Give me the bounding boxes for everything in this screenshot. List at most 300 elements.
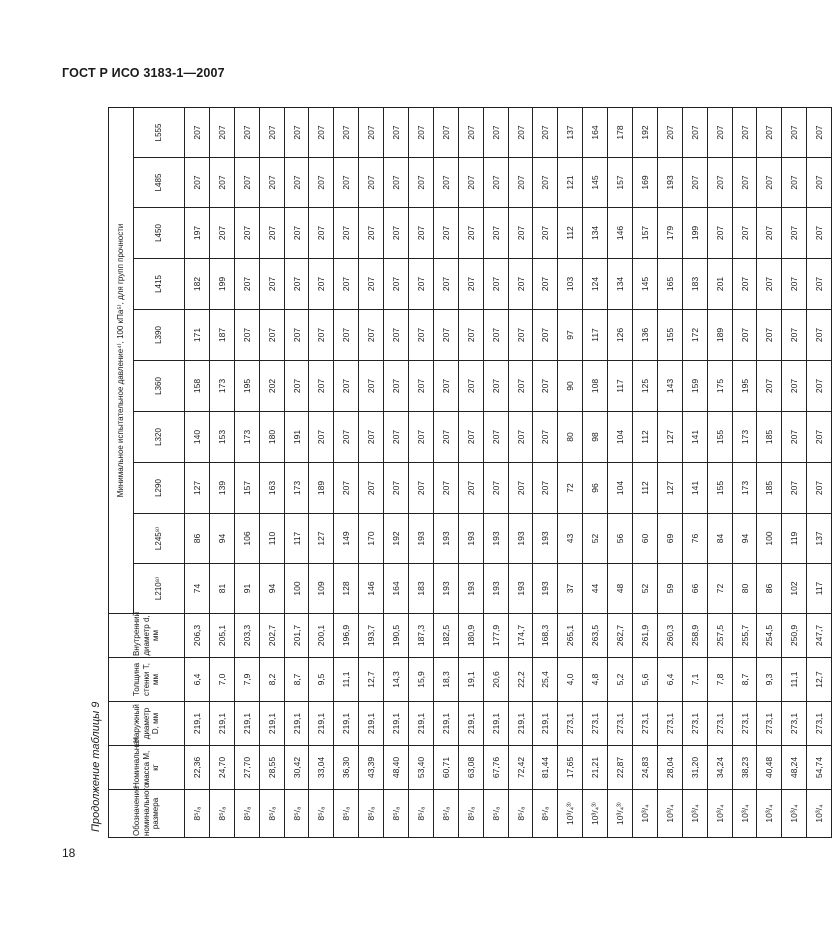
table-row bbox=[334, 107, 359, 837]
pressure-cell: 207 bbox=[508, 208, 533, 259]
pressure-cell: 139 bbox=[209, 463, 234, 514]
pressure-cell: 207 bbox=[458, 463, 483, 514]
pressure-cell: 185 bbox=[757, 463, 782, 514]
pressure-cell: 56 bbox=[608, 514, 633, 564]
pressure-cell: 193 bbox=[533, 564, 558, 614]
pressure-cell: 207 bbox=[259, 208, 284, 259]
size-cell: 8⁵/₈ bbox=[458, 790, 483, 838]
pressure-cell: 153 bbox=[209, 412, 234, 463]
wall-thickness-cell: 6,4 bbox=[185, 658, 210, 702]
wall-thickness-cell: 14,3 bbox=[384, 658, 409, 702]
pressure-cell: 117 bbox=[608, 361, 633, 412]
size-cell: 10³/₄ bbox=[633, 790, 658, 838]
table-row bbox=[508, 107, 533, 837]
pressure-cell: 207 bbox=[782, 158, 807, 208]
wall-thickness-cell: 9,5 bbox=[309, 658, 334, 702]
pressure-cell: 48 bbox=[608, 564, 633, 614]
pressure-cell: 179 bbox=[657, 208, 682, 259]
pressure-cell: 199 bbox=[682, 208, 707, 259]
pressure-cell: 207 bbox=[409, 259, 434, 310]
mass-cell: 67,76 bbox=[483, 746, 508, 790]
wall-thickness-cell: 9,3 bbox=[757, 658, 782, 702]
size-cell: 8⁵/₈ bbox=[209, 790, 234, 838]
inner-diameter-cell: 190,5 bbox=[384, 614, 409, 658]
grade-header: L360 bbox=[134, 361, 185, 412]
pressure-cell: 207 bbox=[508, 158, 533, 208]
grade-header: L390 bbox=[134, 310, 185, 361]
pressure-cell: 112 bbox=[633, 463, 658, 514]
pressure-cell: 207 bbox=[234, 208, 259, 259]
size-cell: 8⁵/₈ bbox=[483, 790, 508, 838]
pressure-cell: 207 bbox=[458, 107, 483, 157]
pressure-cell: 207 bbox=[682, 158, 707, 208]
outer-diameter-cell: 273,1 bbox=[782, 702, 807, 746]
pressure-cell: 207 bbox=[458, 158, 483, 208]
wall-thickness-cell: 22,2 bbox=[508, 658, 533, 702]
pressure-cell: 112 bbox=[558, 208, 583, 259]
pressure-cell: 193 bbox=[508, 514, 533, 564]
mass-cell: 48,40 bbox=[384, 746, 409, 790]
pressure-cell: 207 bbox=[334, 208, 359, 259]
inner-diameter-cell: 265,1 bbox=[558, 614, 583, 658]
mass-cell: 28,04 bbox=[657, 746, 682, 790]
mass-cell: 34,24 bbox=[707, 746, 732, 790]
table-caption: Продолжение таблицы 9 bbox=[90, 701, 102, 832]
pressure-cell: 173 bbox=[234, 412, 259, 463]
pressure-cell: 159 bbox=[682, 361, 707, 412]
pressure-cell: 207 bbox=[209, 208, 234, 259]
pressure-cell: 207 bbox=[707, 158, 732, 208]
pressure-cell: 103 bbox=[558, 259, 583, 310]
pressure-cell: 72 bbox=[707, 564, 732, 614]
table-row bbox=[409, 107, 434, 837]
pressure-cell: 207 bbox=[757, 208, 782, 259]
pressure-cell: 195 bbox=[234, 361, 259, 412]
size-cell: 10³/₄ bbox=[757, 790, 782, 838]
pressure-cell: 126 bbox=[608, 310, 633, 361]
pressure-cell: 112 bbox=[633, 412, 658, 463]
table-row bbox=[309, 107, 334, 837]
wall-thickness-cell: 18,3 bbox=[433, 658, 458, 702]
wall-thickness-cell: 6,4 bbox=[657, 658, 682, 702]
outer-diameter-cell: 219,1 bbox=[458, 702, 483, 746]
pressure-cell: 173 bbox=[209, 361, 234, 412]
wall-thickness-cell: 20,6 bbox=[483, 658, 508, 702]
size-cell: 10³/₄ bbox=[657, 790, 682, 838]
mass-cell: 24,83 bbox=[633, 746, 658, 790]
mass-cell: 22,36 bbox=[185, 746, 210, 790]
pressure-cell: 207 bbox=[334, 107, 359, 157]
pressure-cell: 207 bbox=[359, 310, 384, 361]
outer-diameter-cell: 219,1 bbox=[185, 702, 210, 746]
pressure-cell: 183 bbox=[682, 259, 707, 310]
pressure-cell: 207 bbox=[732, 208, 757, 259]
pressure-cell: 207 bbox=[757, 158, 782, 208]
pressure-cell: 207 bbox=[508, 310, 533, 361]
pressure-cell: 155 bbox=[707, 463, 732, 514]
wall-thickness-cell: 19,1 bbox=[458, 658, 483, 702]
pressure-cell: 173 bbox=[732, 463, 757, 514]
pressure-cell: 207 bbox=[732, 107, 757, 157]
pressure-cell: 207 bbox=[234, 310, 259, 361]
inner-diameter-cell: 202,7 bbox=[259, 614, 284, 658]
mass-cell: 27,70 bbox=[234, 746, 259, 790]
mass-cell: 22,87 bbox=[608, 746, 633, 790]
pressure-cell: 127 bbox=[657, 412, 682, 463]
pressure-cell: 165 bbox=[657, 259, 682, 310]
outer-diameter-cell: 273,1 bbox=[707, 702, 732, 746]
header-row-top bbox=[109, 107, 134, 837]
pressure-cell: 207 bbox=[209, 158, 234, 208]
pressure-cell: 187 bbox=[209, 310, 234, 361]
pressure-cell: 163 bbox=[259, 463, 284, 514]
pressure-cell: 201 bbox=[707, 259, 732, 310]
pressure-cell: 207 bbox=[433, 310, 458, 361]
pressure-cell: 117 bbox=[583, 310, 608, 361]
grade-header: L290 bbox=[134, 463, 185, 514]
pressure-cell: 207 bbox=[807, 310, 832, 361]
pressure-cell: 207 bbox=[483, 259, 508, 310]
pressure-cell: 145 bbox=[583, 158, 608, 208]
pressure-cell: 207 bbox=[359, 361, 384, 412]
pressure-cell: 170 bbox=[359, 514, 384, 564]
inner-diameter-cell: 260,3 bbox=[657, 614, 682, 658]
pressure-cell: 185 bbox=[757, 412, 782, 463]
pressure-cell: 207 bbox=[458, 361, 483, 412]
pressure-cell: 207 bbox=[309, 208, 334, 259]
pressure-cell: 182 bbox=[185, 259, 210, 310]
pressure-cell: 127 bbox=[309, 514, 334, 564]
pressure-cell: 207 bbox=[807, 208, 832, 259]
col-header-mass: Номинальная масса M, кг bbox=[109, 746, 185, 790]
pressure-cell: 207 bbox=[433, 259, 458, 310]
pressure-cell: 94 bbox=[209, 514, 234, 564]
pressure-cell: 207 bbox=[807, 463, 832, 514]
pressure-cell: 207 bbox=[359, 259, 384, 310]
pressure-cell: 207 bbox=[284, 158, 309, 208]
wall-thickness-cell: 8,2 bbox=[259, 658, 284, 702]
outer-diameter-cell: 273,1 bbox=[807, 702, 832, 746]
table-body bbox=[185, 107, 832, 837]
table-row bbox=[633, 107, 658, 837]
wall-thickness-cell: 12,7 bbox=[359, 658, 384, 702]
wall-thickness-cell: 8,7 bbox=[284, 658, 309, 702]
size-cell: 8⁵/₈ bbox=[259, 790, 284, 838]
col-header-wall-thickness: Толщина стенки T, мм bbox=[109, 658, 185, 702]
pressure-cell: 207 bbox=[782, 310, 807, 361]
size-cell: 10³/₄ bbox=[707, 790, 732, 838]
pressure-cell: 207 bbox=[782, 259, 807, 310]
wall-thickness-cell: 7,0 bbox=[209, 658, 234, 702]
pressure-cell: 207 bbox=[533, 361, 558, 412]
pressure-cell: 207 bbox=[359, 107, 384, 157]
grade-header: L450 bbox=[134, 208, 185, 259]
pressure-cell: 207 bbox=[384, 107, 409, 157]
pressure-cell: 117 bbox=[284, 514, 309, 564]
table-row bbox=[807, 107, 832, 837]
pressure-cell: 207 bbox=[508, 412, 533, 463]
pressure-cell: 207 bbox=[533, 310, 558, 361]
pressure-cell: 207 bbox=[209, 107, 234, 157]
pressure-cell: 207 bbox=[433, 158, 458, 208]
outer-diameter-cell: 219,1 bbox=[259, 702, 284, 746]
table-row bbox=[483, 107, 508, 837]
pressure-cell: 81 bbox=[209, 564, 234, 614]
table-row bbox=[384, 107, 409, 837]
pressure-cell: 207 bbox=[782, 361, 807, 412]
pressure-cell: 183 bbox=[409, 564, 434, 614]
pressure-cell: 134 bbox=[583, 208, 608, 259]
inner-diameter-cell: 254,5 bbox=[757, 614, 782, 658]
grade-header: L415 bbox=[134, 259, 185, 310]
inner-diameter-cell: 257,5 bbox=[707, 614, 732, 658]
inner-diameter-cell: 196,9 bbox=[334, 614, 359, 658]
mass-cell: 36,30 bbox=[334, 746, 359, 790]
pressure-cell: 207 bbox=[533, 107, 558, 157]
pressure-cell: 207 bbox=[757, 259, 782, 310]
pressure-cell: 207 bbox=[334, 158, 359, 208]
pressure-cell: 80 bbox=[732, 564, 757, 614]
inner-diameter-cell: 201,7 bbox=[284, 614, 309, 658]
outer-diameter-cell: 219,1 bbox=[309, 702, 334, 746]
pressure-cell: 155 bbox=[707, 412, 732, 463]
pressure-cell: 207 bbox=[757, 361, 782, 412]
pressure-cell: 100 bbox=[757, 514, 782, 564]
inner-diameter-cell: 174,7 bbox=[508, 614, 533, 658]
pressure-cell: 207 bbox=[384, 361, 409, 412]
outer-diameter-cell: 273,1 bbox=[608, 702, 633, 746]
pressure-cell: 207 bbox=[782, 463, 807, 514]
pressure-cell: 207 bbox=[433, 412, 458, 463]
outer-diameter-cell: 273,1 bbox=[633, 702, 658, 746]
pressure-cell: 149 bbox=[334, 514, 359, 564]
pressure-cell: 207 bbox=[359, 158, 384, 208]
inner-diameter-cell: 258,9 bbox=[682, 614, 707, 658]
mass-cell: 72,42 bbox=[508, 746, 533, 790]
pressure-cell: 157 bbox=[608, 158, 633, 208]
pressure-cell: 100 bbox=[284, 564, 309, 614]
pressure-cell: 94 bbox=[732, 514, 757, 564]
pressure-cell: 195 bbox=[732, 361, 757, 412]
pressure-cell: 117 bbox=[807, 564, 832, 614]
grade-header: L485 bbox=[134, 158, 185, 208]
pressure-cell: 197 bbox=[185, 208, 210, 259]
pressure-cell: 207 bbox=[334, 310, 359, 361]
inner-diameter-cell: 255,7 bbox=[732, 614, 757, 658]
pressure-cell: 207 bbox=[707, 107, 732, 157]
pressure-cell: 207 bbox=[409, 158, 434, 208]
inner-diameter-cell: 200,1 bbox=[309, 614, 334, 658]
table-row bbox=[458, 107, 483, 837]
pressure-cell: 169 bbox=[633, 158, 658, 208]
inner-diameter-cell: 261,9 bbox=[633, 614, 658, 658]
document-code: ГОСТ Р ИСО 3183-1—2007 bbox=[62, 66, 225, 80]
pressure-cell: 127 bbox=[657, 463, 682, 514]
size-cell: 10³/₄³⁾ bbox=[583, 790, 608, 838]
inner-diameter-cell: 203,3 bbox=[234, 614, 259, 658]
pressure-cell: 207 bbox=[732, 310, 757, 361]
size-cell: 10³/₄ bbox=[807, 790, 832, 838]
size-cell: 8⁵/₈ bbox=[433, 790, 458, 838]
mass-cell: 53,40 bbox=[409, 746, 434, 790]
pressure-cell: 207 bbox=[384, 259, 409, 310]
pressure-cell: 193 bbox=[433, 514, 458, 564]
pressure-cell: 96 bbox=[583, 463, 608, 514]
pressure-cell: 125 bbox=[633, 361, 658, 412]
pressure-cell: 207 bbox=[782, 412, 807, 463]
pressure-cell: 207 bbox=[508, 463, 533, 514]
mass-cell: 60,71 bbox=[433, 746, 458, 790]
pressure-cell: 110 bbox=[259, 514, 284, 564]
pressure-cell: 207 bbox=[458, 208, 483, 259]
size-cell: 8⁵/₈ bbox=[284, 790, 309, 838]
mass-cell: 21,21 bbox=[583, 746, 608, 790]
pressure-cell: 90 bbox=[558, 361, 583, 412]
pressure-cell: 145 bbox=[633, 259, 658, 310]
outer-diameter-cell: 219,1 bbox=[284, 702, 309, 746]
outer-diameter-cell: 219,1 bbox=[209, 702, 234, 746]
pressure-cell: 207 bbox=[657, 107, 682, 157]
pressure-cell: 172 bbox=[682, 310, 707, 361]
mass-cell: 17,65 bbox=[558, 746, 583, 790]
pressure-cell: 207 bbox=[234, 158, 259, 208]
pressure-cell: 189 bbox=[707, 310, 732, 361]
pressure-cell: 207 bbox=[807, 158, 832, 208]
pressure-cell: 207 bbox=[234, 259, 259, 310]
size-cell: 8⁵/₈ bbox=[533, 790, 558, 838]
pressure-cell: 207 bbox=[359, 412, 384, 463]
pressure-cell: 74 bbox=[185, 564, 210, 614]
pressure-cell: 207 bbox=[334, 259, 359, 310]
outer-diameter-cell: 219,1 bbox=[359, 702, 384, 746]
inner-diameter-cell: 247,7 bbox=[807, 614, 832, 658]
mass-cell: 48,24 bbox=[782, 746, 807, 790]
size-cell: 8⁵/₈ bbox=[359, 790, 384, 838]
pressure-cell: 207 bbox=[433, 107, 458, 157]
pressure-cell: 102 bbox=[782, 564, 807, 614]
wall-thickness-cell: 11,1 bbox=[334, 658, 359, 702]
pressure-cell: 52 bbox=[583, 514, 608, 564]
mass-cell: 30,42 bbox=[284, 746, 309, 790]
wall-thickness-cell: 15,9 bbox=[409, 658, 434, 702]
pressure-cell: 189 bbox=[309, 463, 334, 514]
pressure-cell: 207 bbox=[334, 412, 359, 463]
pressure-cell: 207 bbox=[284, 107, 309, 157]
pressure-cell: 97 bbox=[558, 310, 583, 361]
pressure-cell: 84 bbox=[707, 514, 732, 564]
pressure-cell: 207 bbox=[458, 259, 483, 310]
pressure-cell: 193 bbox=[508, 564, 533, 614]
inner-diameter-cell: 180,9 bbox=[458, 614, 483, 658]
pressure-cell: 207 bbox=[284, 259, 309, 310]
page-number: 18 bbox=[62, 846, 76, 860]
pressure-cell: 124 bbox=[583, 259, 608, 310]
inner-diameter-cell: 193,7 bbox=[359, 614, 384, 658]
pressure-cell: 207 bbox=[334, 463, 359, 514]
pressure-cell: 207 bbox=[807, 259, 832, 310]
pressure-cell: 52 bbox=[633, 564, 658, 614]
pressure-cell: 137 bbox=[558, 107, 583, 157]
outer-diameter-cell: 219,1 bbox=[533, 702, 558, 746]
pressure-cell: 193 bbox=[458, 514, 483, 564]
pressure-cell: 171 bbox=[185, 310, 210, 361]
pressure-cell: 199 bbox=[209, 259, 234, 310]
pressure-cell: 158 bbox=[185, 361, 210, 412]
size-cell: 8⁵/₈ bbox=[384, 790, 409, 838]
pressure-cell: 207 bbox=[483, 361, 508, 412]
mass-cell: 31,20 bbox=[682, 746, 707, 790]
pressure-cell: 173 bbox=[732, 412, 757, 463]
pressure-cell: 207 bbox=[359, 463, 384, 514]
pressure-cell: 109 bbox=[309, 564, 334, 614]
inner-diameter-cell: 206,3 bbox=[185, 614, 210, 658]
table-row bbox=[757, 107, 782, 837]
inner-diameter-cell: 187,3 bbox=[409, 614, 434, 658]
pressure-cell: 140 bbox=[185, 412, 210, 463]
pressure-cell: 207 bbox=[384, 412, 409, 463]
pressure-cell: 91 bbox=[234, 564, 259, 614]
wall-thickness-cell: 5,2 bbox=[608, 658, 633, 702]
table-row bbox=[732, 107, 757, 837]
wall-thickness-cell: 12,7 bbox=[807, 658, 832, 702]
pressure-cell: 72 bbox=[558, 463, 583, 514]
pressure-cell: 175 bbox=[707, 361, 732, 412]
pressure-cell: 207 bbox=[533, 208, 558, 259]
inner-diameter-cell: 168,3 bbox=[533, 614, 558, 658]
pressure-cell: 207 bbox=[433, 463, 458, 514]
pressure-cell: 191 bbox=[284, 412, 309, 463]
table-row bbox=[234, 107, 259, 837]
size-cell: 8⁵/₈ bbox=[409, 790, 434, 838]
pressure-cell: 207 bbox=[309, 412, 334, 463]
pressure-cell: 178 bbox=[608, 107, 633, 157]
pressure-cell: 193 bbox=[458, 564, 483, 614]
mass-cell: 63,08 bbox=[458, 746, 483, 790]
pressure-cell: 86 bbox=[757, 564, 782, 614]
table-row bbox=[359, 107, 384, 837]
size-cell: 8⁵/₈ bbox=[334, 790, 359, 838]
inner-diameter-cell: 262,7 bbox=[608, 614, 633, 658]
outer-diameter-cell: 273,1 bbox=[732, 702, 757, 746]
pressure-cell: 207 bbox=[782, 107, 807, 157]
pressure-cell: 207 bbox=[185, 158, 210, 208]
pressure-cell: 207 bbox=[533, 412, 558, 463]
pressure-cell: 128 bbox=[334, 564, 359, 614]
size-cell: 10³/₄ bbox=[732, 790, 757, 838]
pressure-cell: 207 bbox=[259, 310, 284, 361]
pressure-cell: 66 bbox=[682, 564, 707, 614]
table-row bbox=[782, 107, 807, 837]
pressure-cell: 207 bbox=[757, 310, 782, 361]
pressure-cell: 37 bbox=[558, 564, 583, 614]
pressure-cell: 59 bbox=[657, 564, 682, 614]
grade-header: L210⁸⁾ bbox=[134, 564, 185, 614]
pressure-cell: 207 bbox=[409, 463, 434, 514]
pressure-cell: 207 bbox=[483, 158, 508, 208]
size-cell: 10³/₄ bbox=[782, 790, 807, 838]
pressure-cell: 134 bbox=[608, 259, 633, 310]
pressure-cell: 180 bbox=[259, 412, 284, 463]
pressure-cell: 164 bbox=[583, 107, 608, 157]
pressure-cell: 119 bbox=[782, 514, 807, 564]
pressure-cell: 207 bbox=[483, 412, 508, 463]
pressure-cell: 98 bbox=[583, 412, 608, 463]
mass-cell: 40,48 bbox=[757, 746, 782, 790]
mass-cell: 38,23 bbox=[732, 746, 757, 790]
pressure-cell: 121 bbox=[558, 158, 583, 208]
pressure-cell: 44 bbox=[583, 564, 608, 614]
pressure-cell: 207 bbox=[384, 463, 409, 514]
